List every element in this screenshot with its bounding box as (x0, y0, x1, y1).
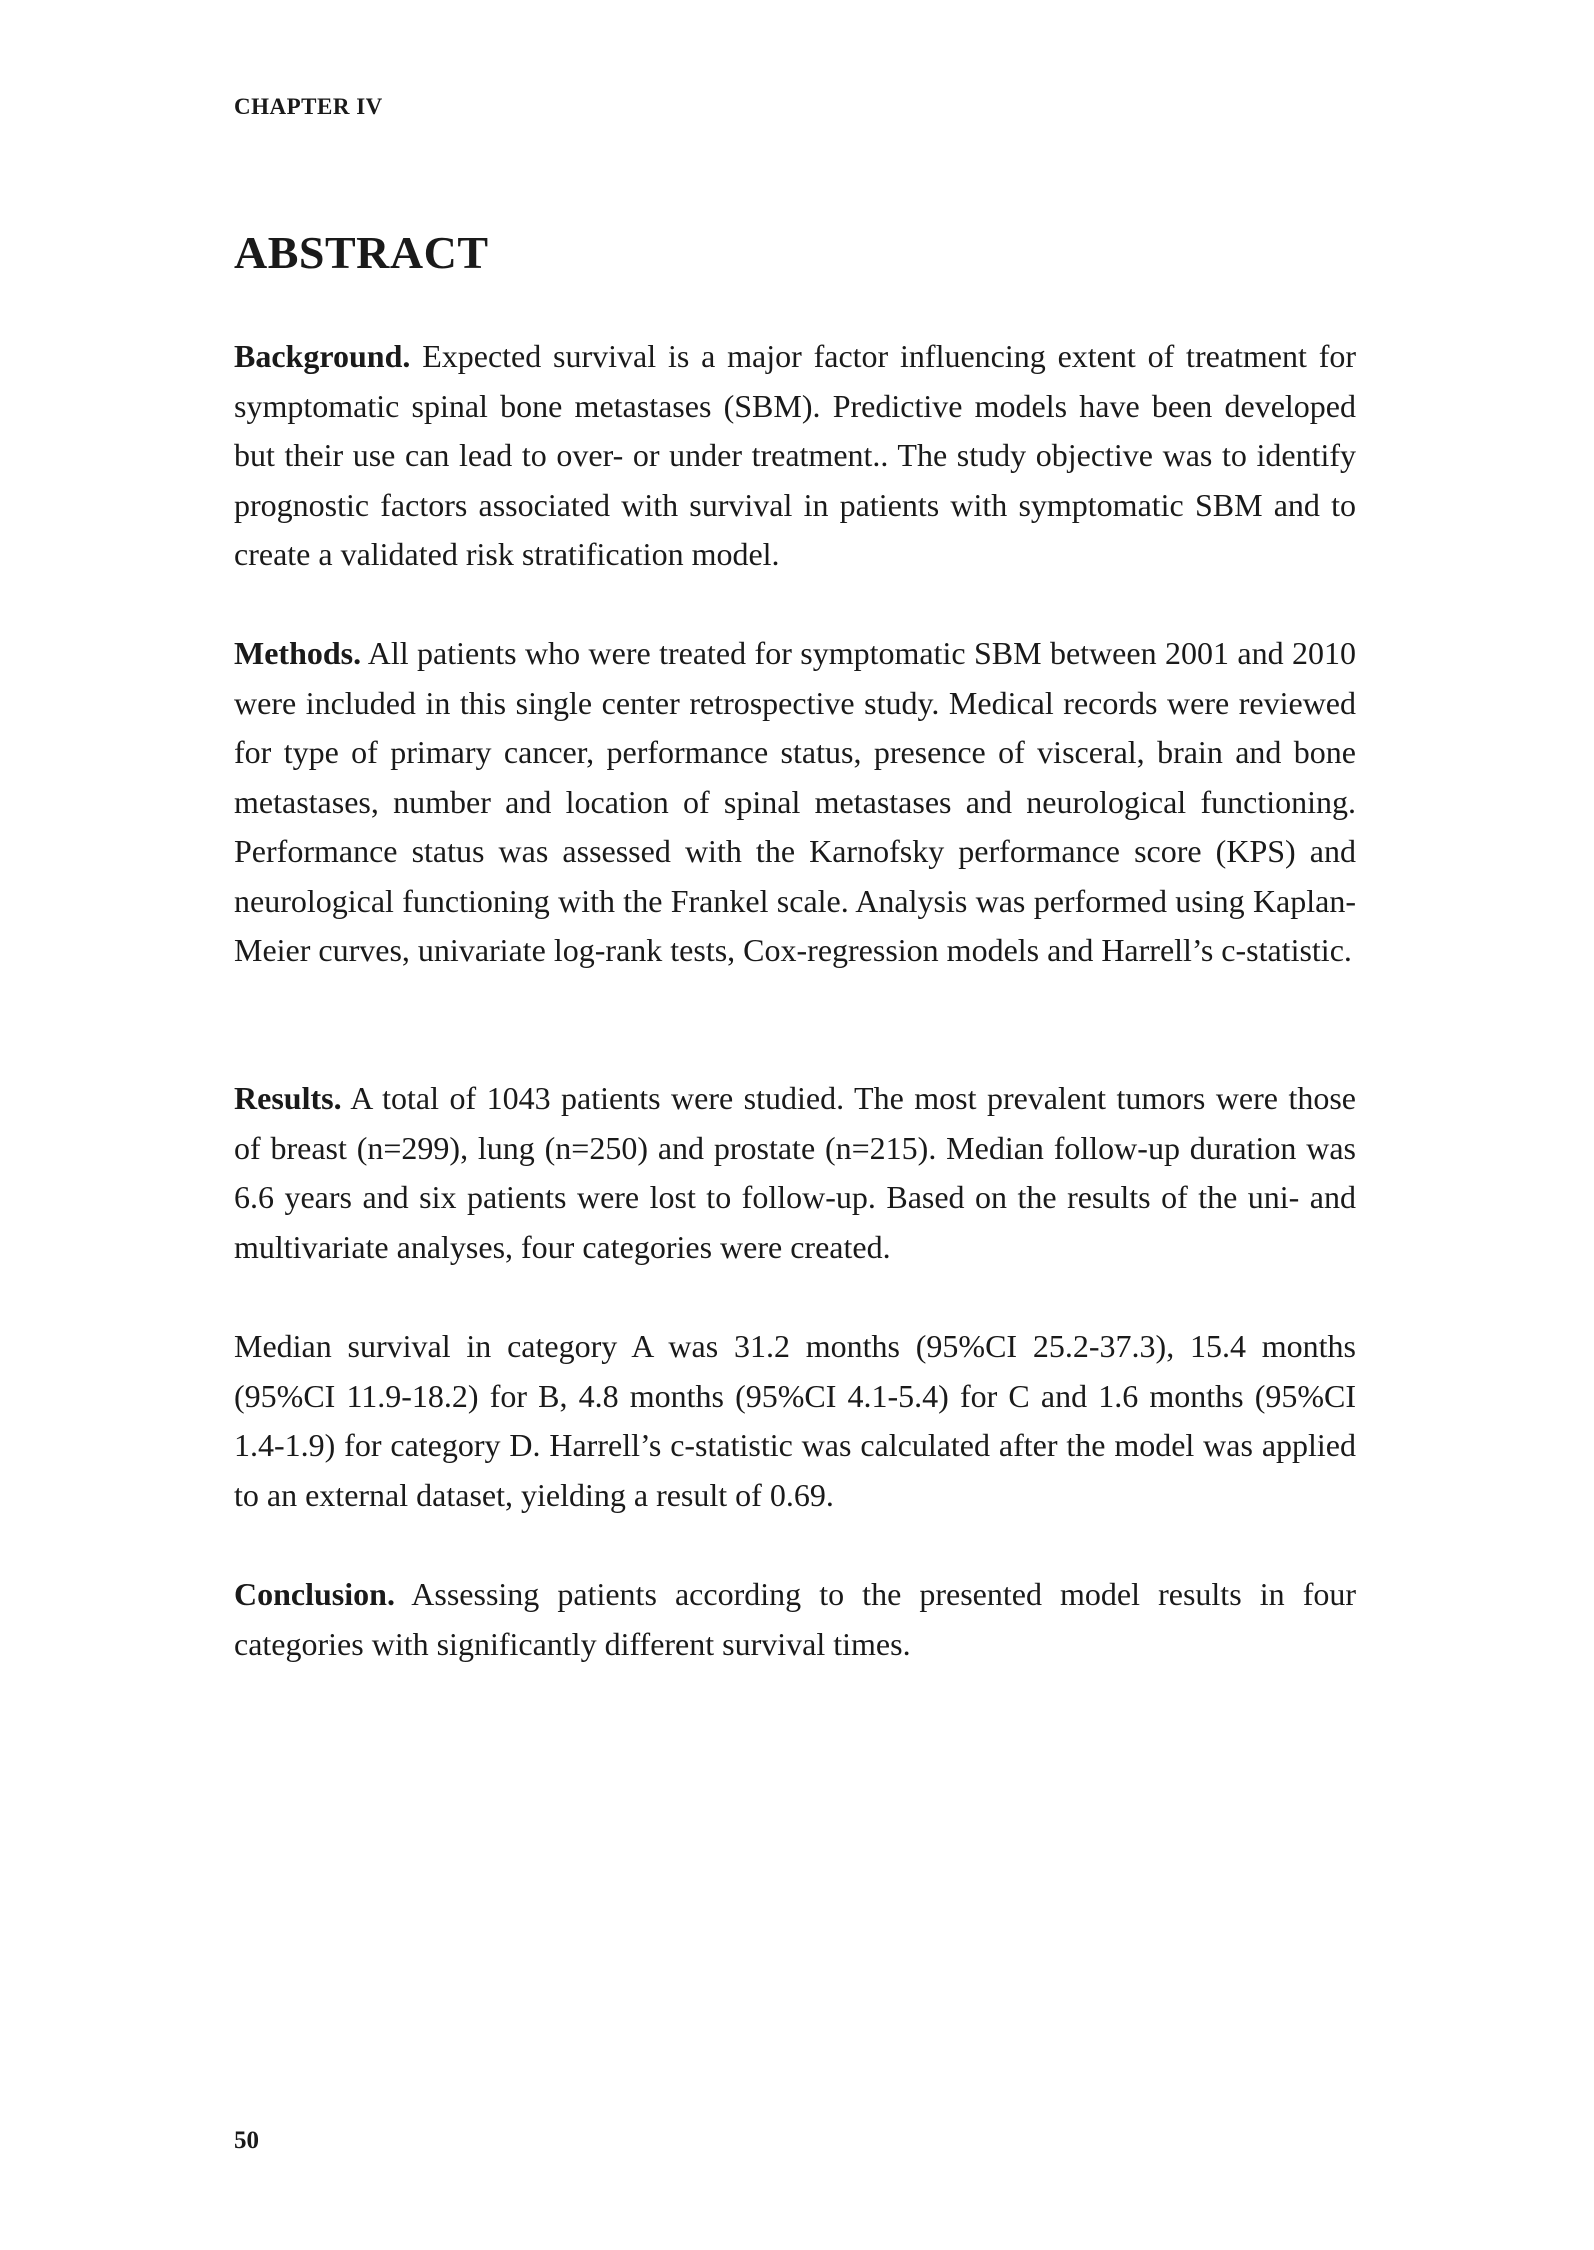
running-header: CHAPTER IV (234, 94, 383, 119)
background-label: Background. (234, 338, 411, 374)
background-paragraph (234, 332, 1356, 580)
conclusion-label: Conclusion. (234, 1576, 395, 1612)
survival-text: Median survival in category A was 31.2 months (95%CI 25.2-37.3), 15.4 months (95%CI 11.9-18.2) for B, 4.8 months (95%CI 4.1-5.4) for C and 1.6 months (95%CI 1.4-1.9) for category D. Harrell’s c-statistic was calculated after the model was applied to an external dataset, yielding a result of 0.69. (234, 1328, 1356, 1513)
conclusion-paragraph (234, 1570, 1356, 1669)
abstract-title: ABSTRACT (234, 227, 489, 278)
conclusion-text: Assessing patients according to the presented model results in four categories with significantly different survival times. (234, 1576, 1357, 1662)
methods-label: Methods. (234, 635, 362, 671)
methods-paragraph (234, 629, 1356, 976)
page-number: 50 (234, 2127, 259, 2154)
methods-text: All patients who were treated for symptomatic SBM between 2001 and 2010 were included in this single center retrospective study. Medical records were reviewed for type of primary cancer, performance status, presence of visceral, brain and bone metastases, number and location of spinal metastases and neurological functioning. Performance status was assessed with the Karnofsky performance score (KPS) and neurological functioning with the Frankel scale. Analysis was performed using Kaplan-Meier curves, univariate log-rank tests, Cox-regression models and Harrell’s c-statistic. (234, 635, 1356, 968)
results-label: Results. (234, 1080, 342, 1116)
results-text: A total of 1043 patients were studied. The most prevalent tumors were those of breast (n=299), lung (n=250) and prostate (n=215). Median follow-up duration was 6.6 years and six patients were lost to follow-up. Based on the results of the uni- and multivariate analyses, four categories were created. (234, 1080, 1357, 1265)
background-text: Expected survival is a major factor influencing extent of treatment for symptomatic spinal bone metastases (SBM). Predictive models have been developed but their use can lead to over- or under treatment.. The study objective was to identify prognostic factors associated with survival in patients with symptomatic SBM and to create a validated risk stratification model. (234, 338, 1357, 572)
results-paragraph (234, 1074, 1356, 1272)
survival-paragraph (234, 1322, 1356, 1520)
